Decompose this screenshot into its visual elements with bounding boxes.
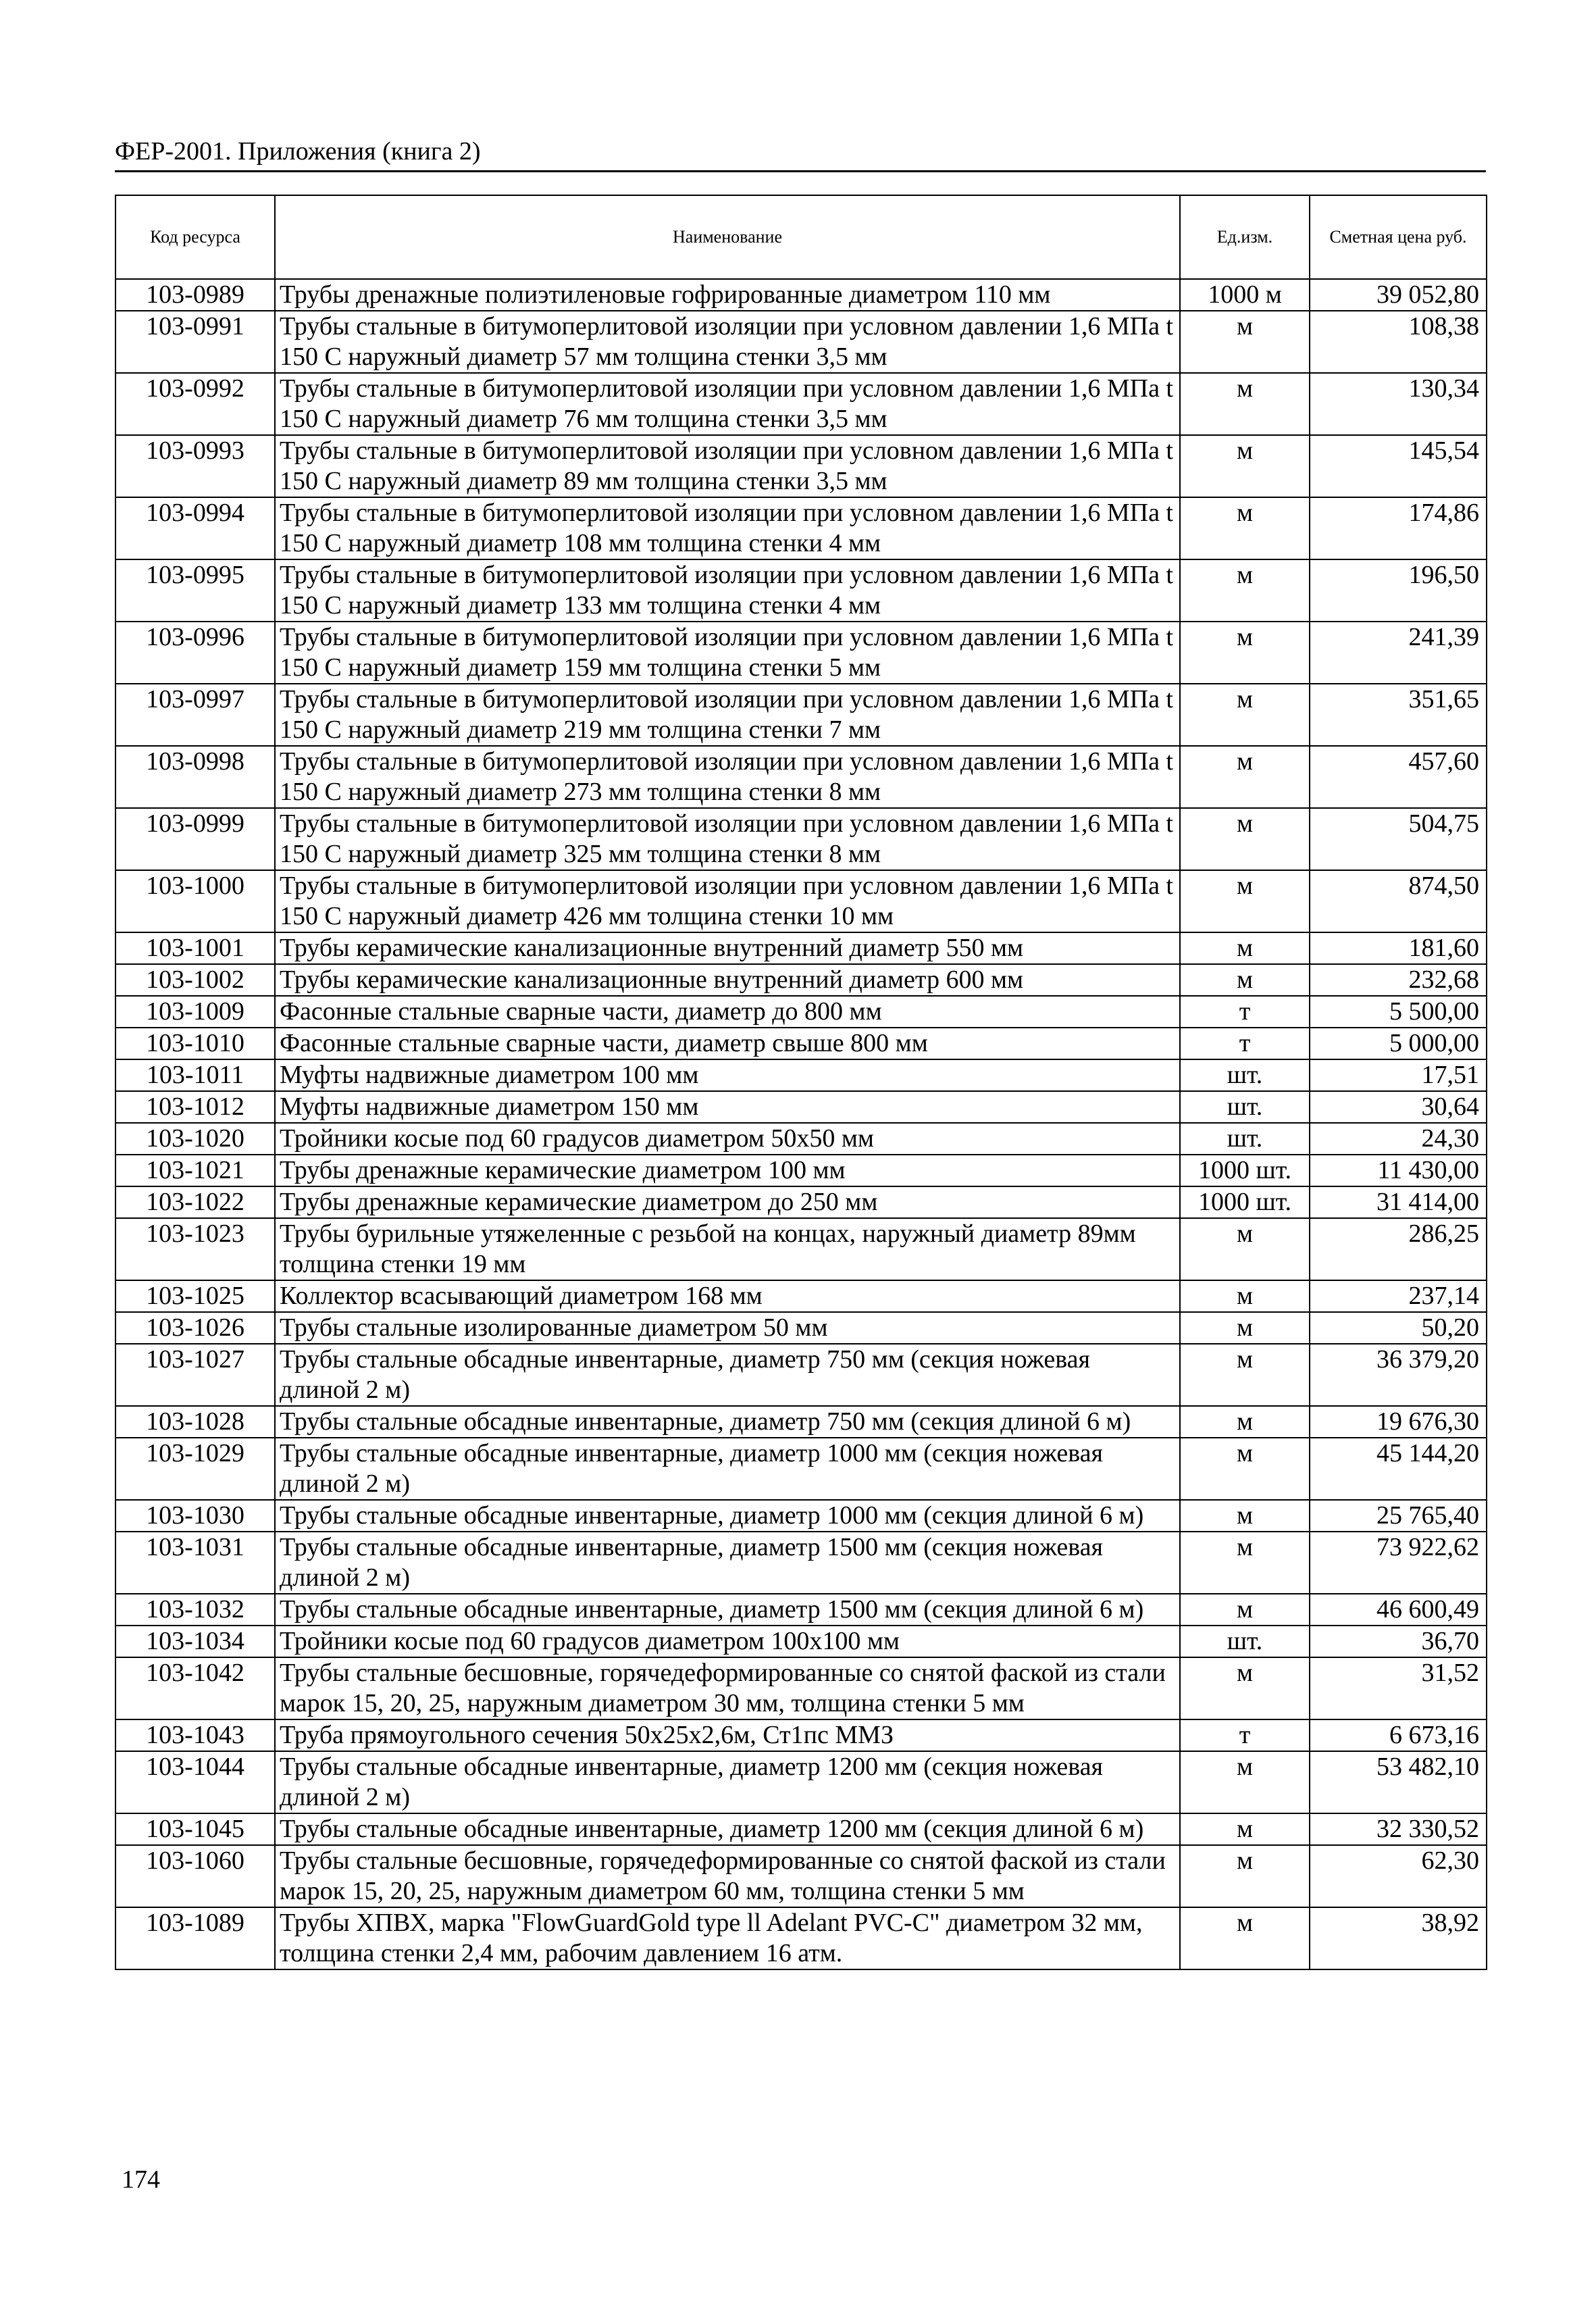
resource-name: Трубы стальные обсадные инвентарные, диаметр 750 мм (секция длиной 6 м) (275, 1406, 1180, 1438)
unit-of-measure: м (1180, 1845, 1310, 1907)
unit-of-measure: м (1180, 1218, 1310, 1280)
unit-of-measure: м (1180, 622, 1310, 684)
resource-code: 103-1030 (115, 1500, 275, 1532)
resource-name: Трубы стальные в битумоперлитовой изоляции при условном давлении 1,6 МПа t 150 С наружный диаметр 57 мм толщина стенки 3,5 мм (275, 311, 1180, 373)
table-row (115, 279, 1487, 311)
column-header-name: Наименование (275, 195, 1180, 279)
table-row (115, 932, 1487, 964)
table-row (115, 1594, 1487, 1626)
resource-name: Трубы стальные бесшовные, горячедеформированные со снятой фаской из стали марок 15, 20, 25, наружным диаметром 30 мм, толщина стенки 5 мм (275, 1657, 1180, 1719)
resource-name: Трубы стальные обсадные инвентарные, диаметр 1500 мм (секция ножевая длиной 2 м) (275, 1532, 1180, 1594)
estimated-price: 351,65 (1310, 684, 1487, 746)
resource-name: Муфты надвижные диаметром 150 мм (275, 1091, 1180, 1123)
resource-code: 103-1011 (115, 1059, 275, 1091)
estimated-price: 196,50 (1310, 559, 1487, 622)
table-row (115, 1845, 1487, 1907)
unit-of-measure: т (1180, 996, 1310, 1028)
estimated-price: 62,30 (1310, 1845, 1487, 1907)
unit-of-measure: шт. (1180, 1626, 1310, 1657)
table-row (115, 1091, 1487, 1123)
estimated-price: 38,92 (1310, 1907, 1487, 1969)
unit-of-measure: м (1180, 808, 1310, 870)
estimated-price: 174,86 (1310, 497, 1487, 559)
unit-of-measure: м (1180, 1907, 1310, 1969)
resource-code: 103-1029 (115, 1438, 275, 1500)
table-row (115, 1406, 1487, 1438)
resource-code: 103-1027 (115, 1344, 275, 1406)
resource-code: 103-1026 (115, 1312, 275, 1344)
resource-name: Трубы стальные обсадные инвентарные, диаметр 1000 мм (секция ножевая длиной 2 м) (275, 1438, 1180, 1500)
unit-of-measure: м (1180, 1344, 1310, 1406)
table-row (115, 1186, 1487, 1218)
estimated-price: 39 052,80 (1310, 279, 1487, 311)
resource-name: Коллектор всасывающий диаметром 168 мм (275, 1280, 1180, 1312)
unit-of-measure: м (1180, 1813, 1310, 1845)
resource-name: Трубы стальные обсадные инвентарные, диаметр 1200 мм (секция длиной 6 м) (275, 1813, 1180, 1845)
estimated-price: 232,68 (1310, 964, 1487, 996)
column-header-code: Код ресурса (115, 195, 275, 279)
estimated-price: 73 922,62 (1310, 1532, 1487, 1594)
resource-code: 103-1010 (115, 1028, 275, 1059)
resource-name: Трубы стальные в битумоперлитовой изоляции при условном давлении 1,6 МПа t 150 С наружный диаметр 133 мм толщина стенки 4 мм (275, 559, 1180, 622)
resource-name: Трубы стальные в битумоперлитовой изоляции при условном давлении 1,6 МПа t 150 С наружный диаметр 89 мм толщина стенки 3,5 мм (275, 435, 1180, 497)
unit-of-measure: м (1180, 1532, 1310, 1594)
resource-name: Трубы керамические канализационные внутренний диаметр 600 мм (275, 964, 1180, 996)
estimated-price: 241,39 (1310, 622, 1487, 684)
estimated-price: 286,25 (1310, 1218, 1487, 1280)
unit-of-measure: м (1180, 1312, 1310, 1344)
estimated-price: 53 482,10 (1310, 1751, 1487, 1813)
estimated-price: 17,51 (1310, 1059, 1487, 1091)
resource-code: 103-0993 (115, 435, 275, 497)
resource-code: 103-0997 (115, 684, 275, 746)
table-row (115, 996, 1487, 1028)
unit-of-measure: м (1180, 964, 1310, 996)
resource-code: 103-0992 (115, 373, 275, 435)
unit-of-measure: 1000 м (1180, 279, 1310, 311)
table-row (115, 1500, 1487, 1532)
resource-name: Трубы стальные в битумоперлитовой изоляции при условном давлении 1,6 МПа t 150 С наружный диаметр 273 мм толщина стенки 8 мм (275, 746, 1180, 808)
resource-name: Трубы стальные обсадные инвентарные, диаметр 1200 мм (секция ножевая длиной 2 м) (275, 1751, 1180, 1813)
resource-code: 103-1020 (115, 1123, 275, 1155)
unit-of-measure: м (1180, 373, 1310, 435)
resource-price-table (115, 195, 1487, 1970)
estimated-price: 50,20 (1310, 1312, 1487, 1344)
unit-of-measure: 1000 шт. (1180, 1186, 1310, 1218)
resource-name: Трубы дренажные керамические диаметром до 250 мм (275, 1186, 1180, 1218)
resource-code: 103-0991 (115, 311, 275, 373)
estimated-price: 31 414,00 (1310, 1186, 1487, 1218)
resource-code: 103-1022 (115, 1186, 275, 1218)
resource-code: 103-1000 (115, 870, 275, 932)
resource-code: 103-1009 (115, 996, 275, 1028)
table-row (115, 1907, 1487, 1969)
resource-code: 103-0995 (115, 559, 275, 622)
unit-of-measure: м (1180, 684, 1310, 746)
resource-name: Трубы стальные обсадные инвентарные, диаметр 1000 мм (секция длиной 6 м) (275, 1500, 1180, 1532)
resource-name: Трубы стальные в битумоперлитовой изоляции при условном давлении 1,6 МПа t 150 С наружный диаметр 219 мм толщина стенки 7 мм (275, 684, 1180, 746)
resource-name: Трубы бурильные утяжеленные с резьбой на концах, наружный диаметр 89мм толщина стенки 19 мм (275, 1218, 1180, 1280)
table-row (115, 1751, 1487, 1813)
unit-of-measure: м (1180, 932, 1310, 964)
unit-of-measure: 1000 шт. (1180, 1155, 1310, 1186)
estimated-price: 25 765,40 (1310, 1500, 1487, 1532)
table-row (115, 1123, 1487, 1155)
estimated-price: 19 676,30 (1310, 1406, 1487, 1438)
estimated-price: 145,54 (1310, 435, 1487, 497)
table-row (115, 373, 1487, 435)
table-row (115, 559, 1487, 622)
resource-code: 103-1089 (115, 1907, 275, 1969)
resource-code: 103-1042 (115, 1657, 275, 1719)
resource-code: 103-1021 (115, 1155, 275, 1186)
resource-name: Труба прямоугольного сечения 50х25х2,6м, Ст1пс ММЗ (275, 1719, 1180, 1751)
estimated-price: 24,30 (1310, 1123, 1487, 1155)
page-header: ФЕР-2001. Приложения (книга 2) (115, 135, 1486, 172)
table-row (115, 1028, 1487, 1059)
unit-of-measure: м (1180, 559, 1310, 622)
table-row (115, 1312, 1487, 1344)
resource-code: 103-1044 (115, 1751, 275, 1813)
estimated-price: 30,64 (1310, 1091, 1487, 1123)
resource-code: 103-0994 (115, 497, 275, 559)
table-row (115, 964, 1487, 996)
resource-code: 103-1001 (115, 932, 275, 964)
unit-of-measure: м (1180, 1751, 1310, 1813)
table-row (115, 1155, 1487, 1186)
resource-name: Трубы стальные обсадные инвентарные, диаметр 750 мм (секция ножевая длиной 2 м) (275, 1344, 1180, 1406)
column-header-price: Сметная цена руб. (1310, 195, 1487, 279)
column-header-unit: Ед.изм. (1180, 195, 1310, 279)
resource-code: 103-0996 (115, 622, 275, 684)
page-number: 174 (122, 2165, 160, 2194)
resource-code: 103-0998 (115, 746, 275, 808)
resource-name: Трубы стальные в битумоперлитовой изоляции при условном давлении 1,6 МПа t 150 С наружный диаметр 325 мм толщина стенки 8 мм (275, 808, 1180, 870)
resource-name: Трубы стальные в битумоперлитовой изоляции при условном давлении 1,6 МПа t 150 С наружный диаметр 108 мм толщина стенки 4 мм (275, 497, 1180, 559)
estimated-price: 32 330,52 (1310, 1813, 1487, 1845)
table-row (115, 622, 1487, 684)
resource-code: 103-0999 (115, 808, 275, 870)
unit-of-measure: шт. (1180, 1059, 1310, 1091)
resource-code: 103-1012 (115, 1091, 275, 1123)
resource-name: Муфты надвижные диаметром 100 мм (275, 1059, 1180, 1091)
resource-code: 103-1025 (115, 1280, 275, 1312)
resource-name: Трубы стальные бесшовные, горячедеформированные со снятой фаской из стали марок 15, 20, 25, наружным диаметром 60 мм, толщина стенки 5 мм (275, 1845, 1180, 1907)
unit-of-measure: м (1180, 1500, 1310, 1532)
resource-name: Трубы стальные изолированные диаметром 50 мм (275, 1312, 1180, 1344)
resource-name: Трубы керамические канализационные внутренний диаметр 550 мм (275, 932, 1180, 964)
estimated-price: 5 500,00 (1310, 996, 1487, 1028)
estimated-price: 108,38 (1310, 311, 1487, 373)
estimated-price: 46 600,49 (1310, 1594, 1487, 1626)
unit-of-measure: м (1180, 497, 1310, 559)
resource-name: Трубы дренажные керамические диаметром 100 мм (275, 1155, 1180, 1186)
estimated-price: 45 144,20 (1310, 1438, 1487, 1500)
estimated-price: 237,14 (1310, 1280, 1487, 1312)
resource-name: Трубы ХПВХ, марка "FlowGuardGold type ll Adelant PVC-C" диаметром 32 мм, толщина стенки 2,4 мм, рабочим давлением 16 атм. (275, 1907, 1180, 1969)
estimated-price: 5 000,00 (1310, 1028, 1487, 1059)
resource-code: 103-1031 (115, 1532, 275, 1594)
table-row (115, 1059, 1487, 1091)
unit-of-measure: м (1180, 746, 1310, 808)
unit-of-measure: шт. (1180, 1091, 1310, 1123)
estimated-price: 181,60 (1310, 932, 1487, 964)
unit-of-measure: т (1180, 1719, 1310, 1751)
resource-name: Трубы стальные обсадные инвентарные, диаметр 1500 мм (секция длиной 6 м) (275, 1594, 1180, 1626)
unit-of-measure: м (1180, 311, 1310, 373)
estimated-price: 31,52 (1310, 1657, 1487, 1719)
table-row (115, 1626, 1487, 1657)
unit-of-measure: м (1180, 870, 1310, 932)
table-row (115, 870, 1487, 932)
unit-of-measure: м (1180, 1438, 1310, 1500)
table-row (115, 746, 1487, 808)
table-row (115, 1657, 1487, 1719)
table-row (115, 1813, 1487, 1845)
table-row (115, 435, 1487, 497)
estimated-price: 11 430,00 (1310, 1155, 1487, 1186)
table-row (115, 1218, 1487, 1280)
resource-code: 103-1060 (115, 1845, 275, 1907)
table-row (115, 1280, 1487, 1312)
resource-code: 103-1002 (115, 964, 275, 996)
resource-code: 103-1028 (115, 1406, 275, 1438)
unit-of-measure: м (1180, 1280, 1310, 1312)
unit-of-measure: м (1180, 435, 1310, 497)
table-row (115, 684, 1487, 746)
resource-code: 103-1023 (115, 1218, 275, 1280)
estimated-price: 36,70 (1310, 1626, 1487, 1657)
resource-code: 103-0989 (115, 279, 275, 311)
estimated-price: 130,34 (1310, 373, 1487, 435)
unit-of-measure: м (1180, 1594, 1310, 1626)
resource-name: Тройники косые под 60 градусов диаметром 50х50 мм (275, 1123, 1180, 1155)
resource-name: Трубы стальные в битумоперлитовой изоляции при условном давлении 1,6 МПа t 150 С наружный диаметр 426 мм толщина стенки 10 мм (275, 870, 1180, 932)
table-header-row (115, 195, 1487, 279)
unit-of-measure: м (1180, 1406, 1310, 1438)
estimated-price: 874,50 (1310, 870, 1487, 932)
estimated-price: 36 379,20 (1310, 1344, 1487, 1406)
table-row (115, 1438, 1487, 1500)
resource-code: 103-1032 (115, 1594, 275, 1626)
resource-name: Фасонные стальные сварные части, диаметр до 800 мм (275, 996, 1180, 1028)
unit-of-measure: шт. (1180, 1123, 1310, 1155)
resource-code: 103-1034 (115, 1626, 275, 1657)
estimated-price: 6 673,16 (1310, 1719, 1487, 1751)
table-row (115, 1532, 1487, 1594)
resource-name: Фасонные стальные сварные части, диаметр свыше 800 мм (275, 1028, 1180, 1059)
resource-code: 103-1045 (115, 1813, 275, 1845)
unit-of-measure: м (1180, 1657, 1310, 1719)
resource-name: Трубы дренажные полиэтиленовые гофрированные диаметром 110 мм (275, 279, 1180, 311)
table-row (115, 1344, 1487, 1406)
table-row (115, 497, 1487, 559)
resource-name: Тройники косые под 60 градусов диаметром 100х100 мм (275, 1626, 1180, 1657)
resource-name: Трубы стальные в битумоперлитовой изоляции при условном давлении 1,6 МПа t 150 С наружный диаметр 159 мм толщина стенки 5 мм (275, 622, 1180, 684)
resource-code: 103-1043 (115, 1719, 275, 1751)
unit-of-measure: т (1180, 1028, 1310, 1059)
table-row (115, 1719, 1487, 1751)
estimated-price: 504,75 (1310, 808, 1487, 870)
table-row (115, 311, 1487, 373)
resource-name: Трубы стальные в битумоперлитовой изоляции при условном давлении 1,6 МПа t 150 С наружный диаметр 76 мм толщина стенки 3,5 мм (275, 373, 1180, 435)
table-row (115, 808, 1487, 870)
estimated-price: 457,60 (1310, 746, 1487, 808)
